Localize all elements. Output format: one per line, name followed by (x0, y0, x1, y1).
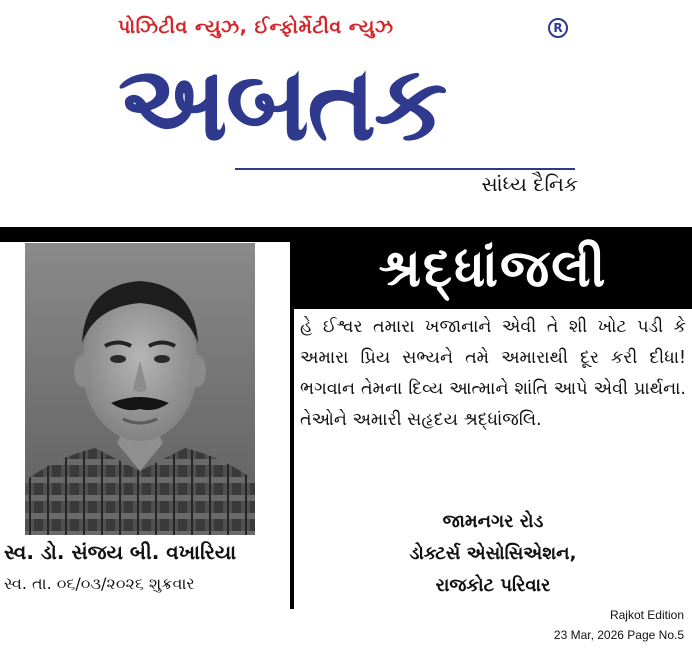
signoff-block (300, 506, 686, 606)
edition-label: Rajkot Edition (609, 608, 684, 622)
newspaper-subtitle: સાંધ્ય દૈનિક (481, 172, 578, 196)
portrait-image (25, 243, 255, 535)
signoff-line: ડોક્ટર્સ એસોસિએશન, (409, 543, 577, 564)
tribute-message: હે ઈશ્વર તમારા ખજાનાને એવી તે શી ખોટ પડી કે અમારા પ્રિય સભ્યને તમે અમારાથી દૂર કરી દીધા! ભગવાન તેમના દિવ્ય આત્માને શાંતિ આપે એવી પ્રાર્થના. તેઓને અમારી સહૃદય શ્રદ્ધાંજલિ. (300, 317, 686, 430)
newspaper-logo: અબતક (118, 42, 446, 164)
tagline: પોઝિટીવ ન્યુઝ, ઈન્ફોર્મેટીવ ન્યુઝ (118, 16, 394, 38)
death-date: સ્વ. તા. ૦૬/૦૩/૨૦૨૬ શુક્રવાર (4, 574, 195, 593)
page-info: 23 Mar, 2026 Page No.5 (553, 628, 684, 642)
tribute-heading: શ્રદ્ધાંજલી (378, 239, 608, 299)
signoff-line: રાજકોટ પરિવાર (435, 575, 551, 596)
portrait-photo (25, 243, 255, 535)
registered-mark: R (548, 18, 568, 38)
deceased-name: સ્વ. ડો. સંજય બી. વખારિયા (4, 540, 237, 564)
masthead-divider (235, 168, 575, 170)
signoff-line: જામનગર રોડ (442, 511, 544, 532)
